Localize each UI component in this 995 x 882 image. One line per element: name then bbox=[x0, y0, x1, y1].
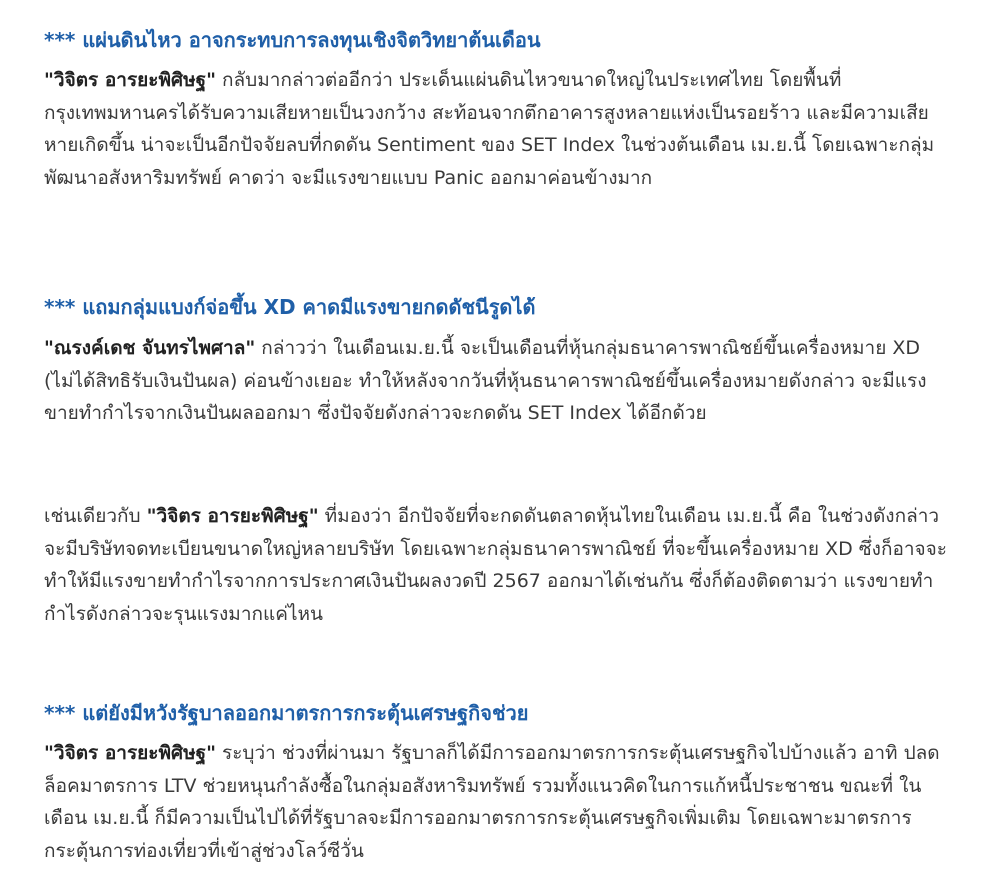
paragraph-prefix: เช่นเดียวกับ bbox=[44, 505, 147, 527]
section-heading: *** แต่ยังมีหวังรัฐบาลออกมาตรการกระตุ้นเศรษฐกิจช่วย bbox=[44, 701, 529, 725]
section-heading: *** แผ่นดินไหว อาจกระทบการลงทุนเชิงจิตวิทยาต้นเดือน bbox=[44, 28, 541, 52]
speaker-name: "วิจิตร อารยะพิศิษฐ" bbox=[44, 69, 216, 91]
section-heading: *** แถมกลุ่มแบงก์จ่อขึ้น XD คาดมีแรงขายกดดัชนีรูดได้ bbox=[44, 295, 536, 319]
section-government-stimulus bbox=[44, 695, 954, 867]
paragraph-text: กล่าวว่า ในเดือนเม.ย.นี้ จะเป็นเดือนที่หุ้นกลุ่มธนาคารพาณิชย์ขึ้นเครื่องหมาย XD (ไม่ได้สิทธิรับเงินปันผล) ค่อนข้างเยอะ ทำให้หลังจากวันที่หุ้นธนาคารพาณิชย์ขึ้นเครื่องหมายดังกล่าว จะมีแรงขายทำกำไรจากเงินปันผลออกมา ซึ่งปัจจัยดังกล่าวจะกดดัน SET Index ได้อีกด้วย bbox=[44, 337, 927, 424]
speaker-name: "วิจิตร อารยะพิศิษฐ" bbox=[44, 742, 216, 764]
paragraph-text: ระบุว่า ช่วงที่ผ่านมา รัฐบาลก็ได้มีการออกมาตรการกระตุ้นเศรษฐกิจไปบ้างแล้ว อาทิ ปลดล็อคมาตรการ LTV ช่วยหนุนกำลังซื้อในกลุ่มอสังหาริมทรัพย์ รวมทั้งแนวคิดในการแก้หนี้ประชาชน ขณะที่ ในเดือน เม.ย.นี้ ก็มีความเป็นไปได้ที่รัฐบาลจะมีการออกมาตรการกระตุ้นเศรษฐกิจเพิ่มเติม โดยเฉพาะมาตรการกระตุ้นการท่องเที่ยวที่เข้าสู่ช่วงโลว์ซีวั่น bbox=[44, 742, 940, 862]
paragraph-text: ที่มองว่า อีกปัจจัยที่จะกดดันตลาดหุ้นไทยในเดือน เม.ย.นี้ คือ ในช่วงดังกล่าว จะมีบริษัทจดทะเบียนขนาดใหญ่หลายบริษัท โดยเฉพาะกลุ่มธนาคารพาณิชย์ ที่จะขึ้นเครื่องหมาย XD ซึ่งก็อาจจะทำให้มีแรงขายทำกำไรจากการประกาศเงินปันผลงวดปี 2567 ออกมาได้เช่นกัน ซึ่งก็ต้องติดตามว่า แรงขายทำกำไรดังกล่าวจะรุนแรงมากแค่ไหน bbox=[44, 505, 948, 625]
paragraph bbox=[44, 737, 954, 867]
paragraph bbox=[44, 500, 954, 630]
speaker-name: "วิจิตร อารยะพิศิษฐ" bbox=[146, 505, 319, 527]
paragraph bbox=[44, 332, 954, 430]
paragraph bbox=[44, 64, 954, 194]
section-bank-xd bbox=[44, 289, 954, 430]
speaker-name: "ณรงค์เดช จันทรไพศาล" bbox=[44, 337, 256, 359]
section-earthquake bbox=[44, 22, 954, 194]
paragraph-text: กลับมากล่าวต่ออีกว่า ประเด็นแผ่นดินไหวขนาดใหญ่ในประเทศไทย โดยพื้นที่กรุงเทพมหานครได้รับความเสียหายเป็นวงกว้าง สะท้อนจากตึกอาคารสูงหลายแห่งเป็นรอยร้าว และมีความเสียหายเกิดขึ้น น่าจะเป็นอีกปัจจัยลบที่กดดัน Sentiment ของ SET Index ในช่วงต้นเดือน เม.ย.นี้ โดยเฉพาะกลุ่มพัฒนาอสังหาริมทรัพย์ คาดว่า จะมีแรงขายแบบ Panic ออกมาค่อนข้างมาก bbox=[44, 69, 935, 189]
